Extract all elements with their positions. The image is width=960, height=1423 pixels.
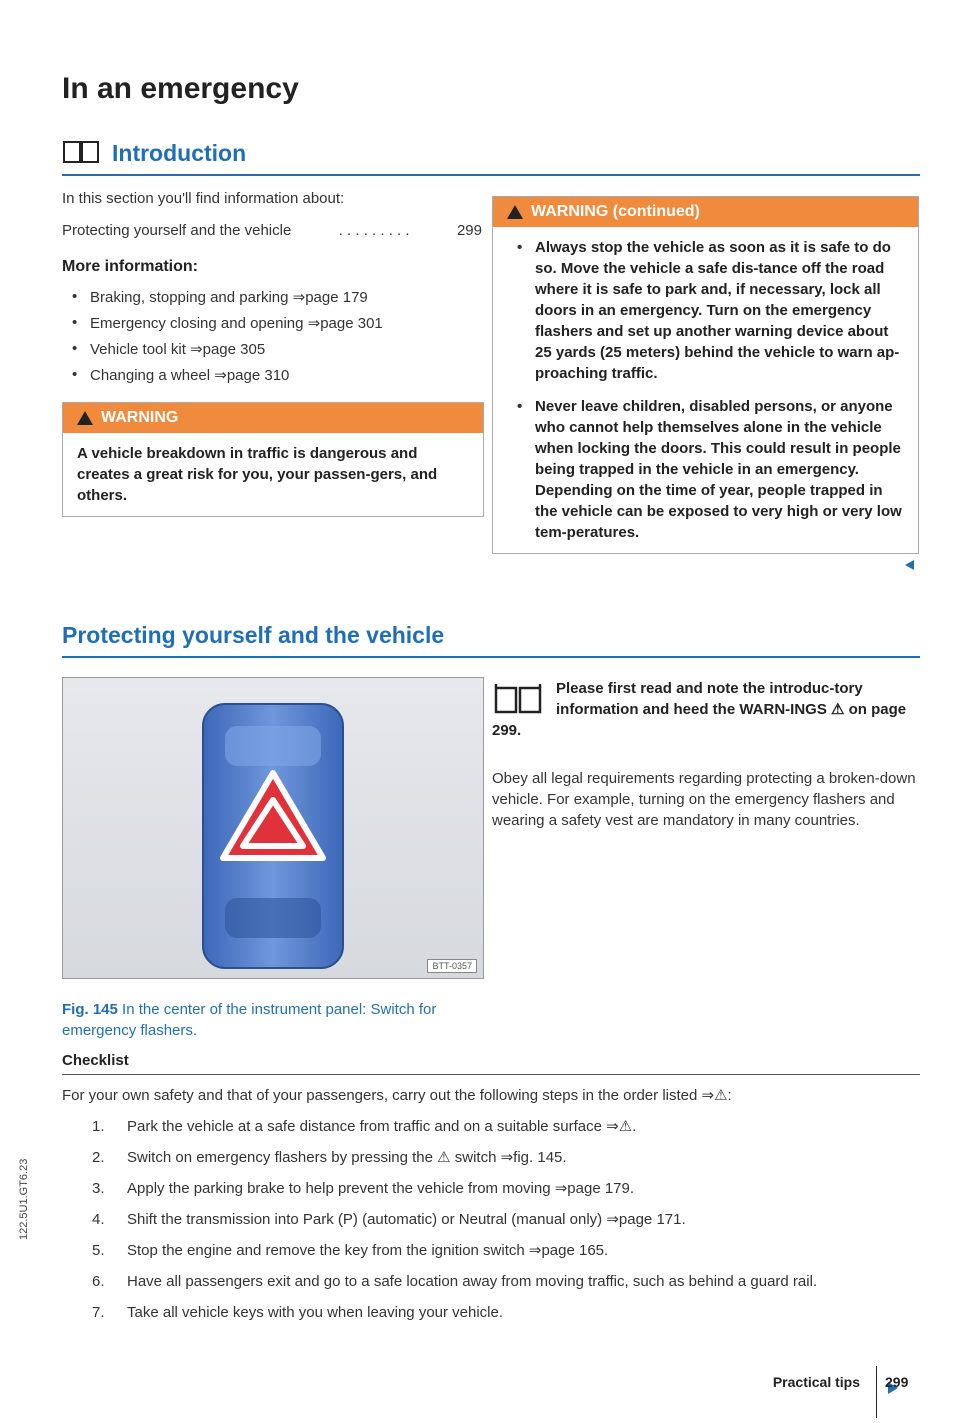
intro-rule xyxy=(62,174,920,176)
checklist-step xyxy=(62,1209,920,1230)
warning-box xyxy=(62,402,484,517)
step-text: Stop the engine and remove the key from the ignition switch ⇒page 165. xyxy=(127,1242,609,1259)
toc-entry[interactable] xyxy=(62,220,482,241)
note-block xyxy=(492,678,917,741)
more-info-item[interactable]: • Braking, stopping and parking ⇒page 179 xyxy=(62,288,482,306)
step-text: Shift the transmission into Park (P) (automatic) or Neutral (manual only) ⇒page 171. xyxy=(127,1211,686,1228)
step-number: 6. xyxy=(92,1273,105,1290)
step-text: Park the vehicle at a safe distance from traffic and on a suitable surface ⇒⚠. xyxy=(127,1118,637,1135)
section-heading: Protecting yourself and the vehicle xyxy=(62,622,445,648)
footer-divider xyxy=(876,1366,877,1418)
checklist-lead: For your own safety and that of your passengers, carry out the following steps in the order listed ⇒⚠: xyxy=(62,1087,732,1104)
footer-section-label: Practical tips xyxy=(772,1374,860,1390)
more-info-item[interactable]: • Emergency closing and opening ⇒page 301 xyxy=(62,314,482,332)
checklist-rule xyxy=(62,1074,920,1075)
warning-continued-box xyxy=(492,196,919,554)
checklist-steps xyxy=(62,1116,920,1333)
more-info-item[interactable]: • Vehicle tool kit ⇒page 305 xyxy=(62,340,482,358)
page-title: In an emergency xyxy=(62,72,299,105)
section-rule xyxy=(62,656,920,658)
toc-item: Protecting yourself and the vehicle xyxy=(62,222,292,239)
checklist-step xyxy=(62,1116,920,1137)
step-number: 4. xyxy=(92,1211,105,1228)
book-icon xyxy=(492,682,544,718)
checklist-step xyxy=(62,1271,920,1292)
more-info-item[interactable]: • Changing a wheel ⇒page 310 xyxy=(62,366,482,384)
introduction-heading xyxy=(62,138,246,168)
step-text: Have all passengers exit and go to a safe location away from moving traffic, such as behind a guard rail. xyxy=(127,1273,818,1290)
hazard-switch-illustration xyxy=(63,678,483,978)
warning-header xyxy=(63,403,483,433)
caption-number: Fig. 145 xyxy=(62,1001,118,1018)
warning-icon xyxy=(507,205,523,219)
step-number: 3. xyxy=(92,1180,105,1197)
warning-continued-header xyxy=(493,197,918,227)
warning-icon xyxy=(77,411,93,425)
warning-item: • Always stop the vehicle as soon as it is safe to do so. Move the vehicle a safe dis-tance off the road where it is safe to park and, if necessary, lock all doors in an emergency. Turn on the emergency flashers and set up another warning device about 25 yards (25 meters) behind the vehicle to warn ap-proaching traffic. xyxy=(507,237,904,384)
step-text: Take all vehicle keys with you when leaving your vehicle. xyxy=(127,1304,504,1321)
checklist-step xyxy=(62,1178,920,1199)
more-info-heading: More information: xyxy=(62,258,198,275)
step-text: Switch on emergency flashers by pressing the ⚠ switch ⇒fig. 145. xyxy=(127,1149,567,1166)
note-bold-text: Please first read and note the introduc-tory information and heed the WARN-INGS ⚠ on page 299. xyxy=(492,680,907,739)
warning-continued-header-text: WARNING (continued) xyxy=(531,203,700,220)
page-number: 299 xyxy=(885,1374,909,1390)
side-document-code: 122.5U1.GT6.23 xyxy=(18,1158,30,1240)
warning-continued-list xyxy=(507,237,904,543)
warning-header-text: WARNING xyxy=(101,409,179,426)
checklist-heading: Checklist xyxy=(62,1052,129,1069)
checklist-step xyxy=(62,1147,920,1168)
step-number: 7. xyxy=(92,1304,105,1321)
step-number: 5. xyxy=(92,1242,105,1259)
step-text: Apply the parking brake to help prevent the vehicle from moving ⇒page 179. xyxy=(127,1180,635,1197)
back-arrow-icon[interactable] xyxy=(905,560,914,570)
step-number: 1. xyxy=(92,1118,105,1135)
figure-code: BTT-0357 xyxy=(427,959,477,973)
intro-lead: In this section you'll find information about: xyxy=(62,190,345,207)
introduction-title: Introduction xyxy=(112,139,247,166)
more-info-list xyxy=(62,288,482,392)
warning-item: • Never leave children, disabled persons, or anyone who cannot help themselves alone in the vehicle when locking the doors. This could result in people being trapped in the vehicle in an emergency. Depending on the time of year, people trapped in the vehicle can be exposed to very high or very low tem-peratures. xyxy=(507,396,904,543)
hazard-switch-figure xyxy=(62,677,484,979)
checklist-step xyxy=(62,1302,920,1323)
figure-caption xyxy=(62,999,482,1041)
step-number: 2. xyxy=(92,1149,105,1166)
warning-continued-body xyxy=(493,227,918,553)
checklist-step xyxy=(62,1240,920,1261)
toc-page: 299 xyxy=(456,222,482,239)
caption-text: In the center of the instrument panel: Switch for emergency flashers. xyxy=(62,1001,437,1039)
book-icon xyxy=(62,138,102,168)
warning-body: A vehicle breakdown in traffic is dangerous and creates a great risk for you, your passen-gers, and others. xyxy=(77,445,438,504)
toc-leader: . . . . . . . . . xyxy=(338,222,410,239)
note-body-text: Obey all legal requirements regarding protecting a broken-down vehicle. For example, turning on the emergency flashers and wearing a safety vest are mandatory in many countries. xyxy=(492,770,916,829)
